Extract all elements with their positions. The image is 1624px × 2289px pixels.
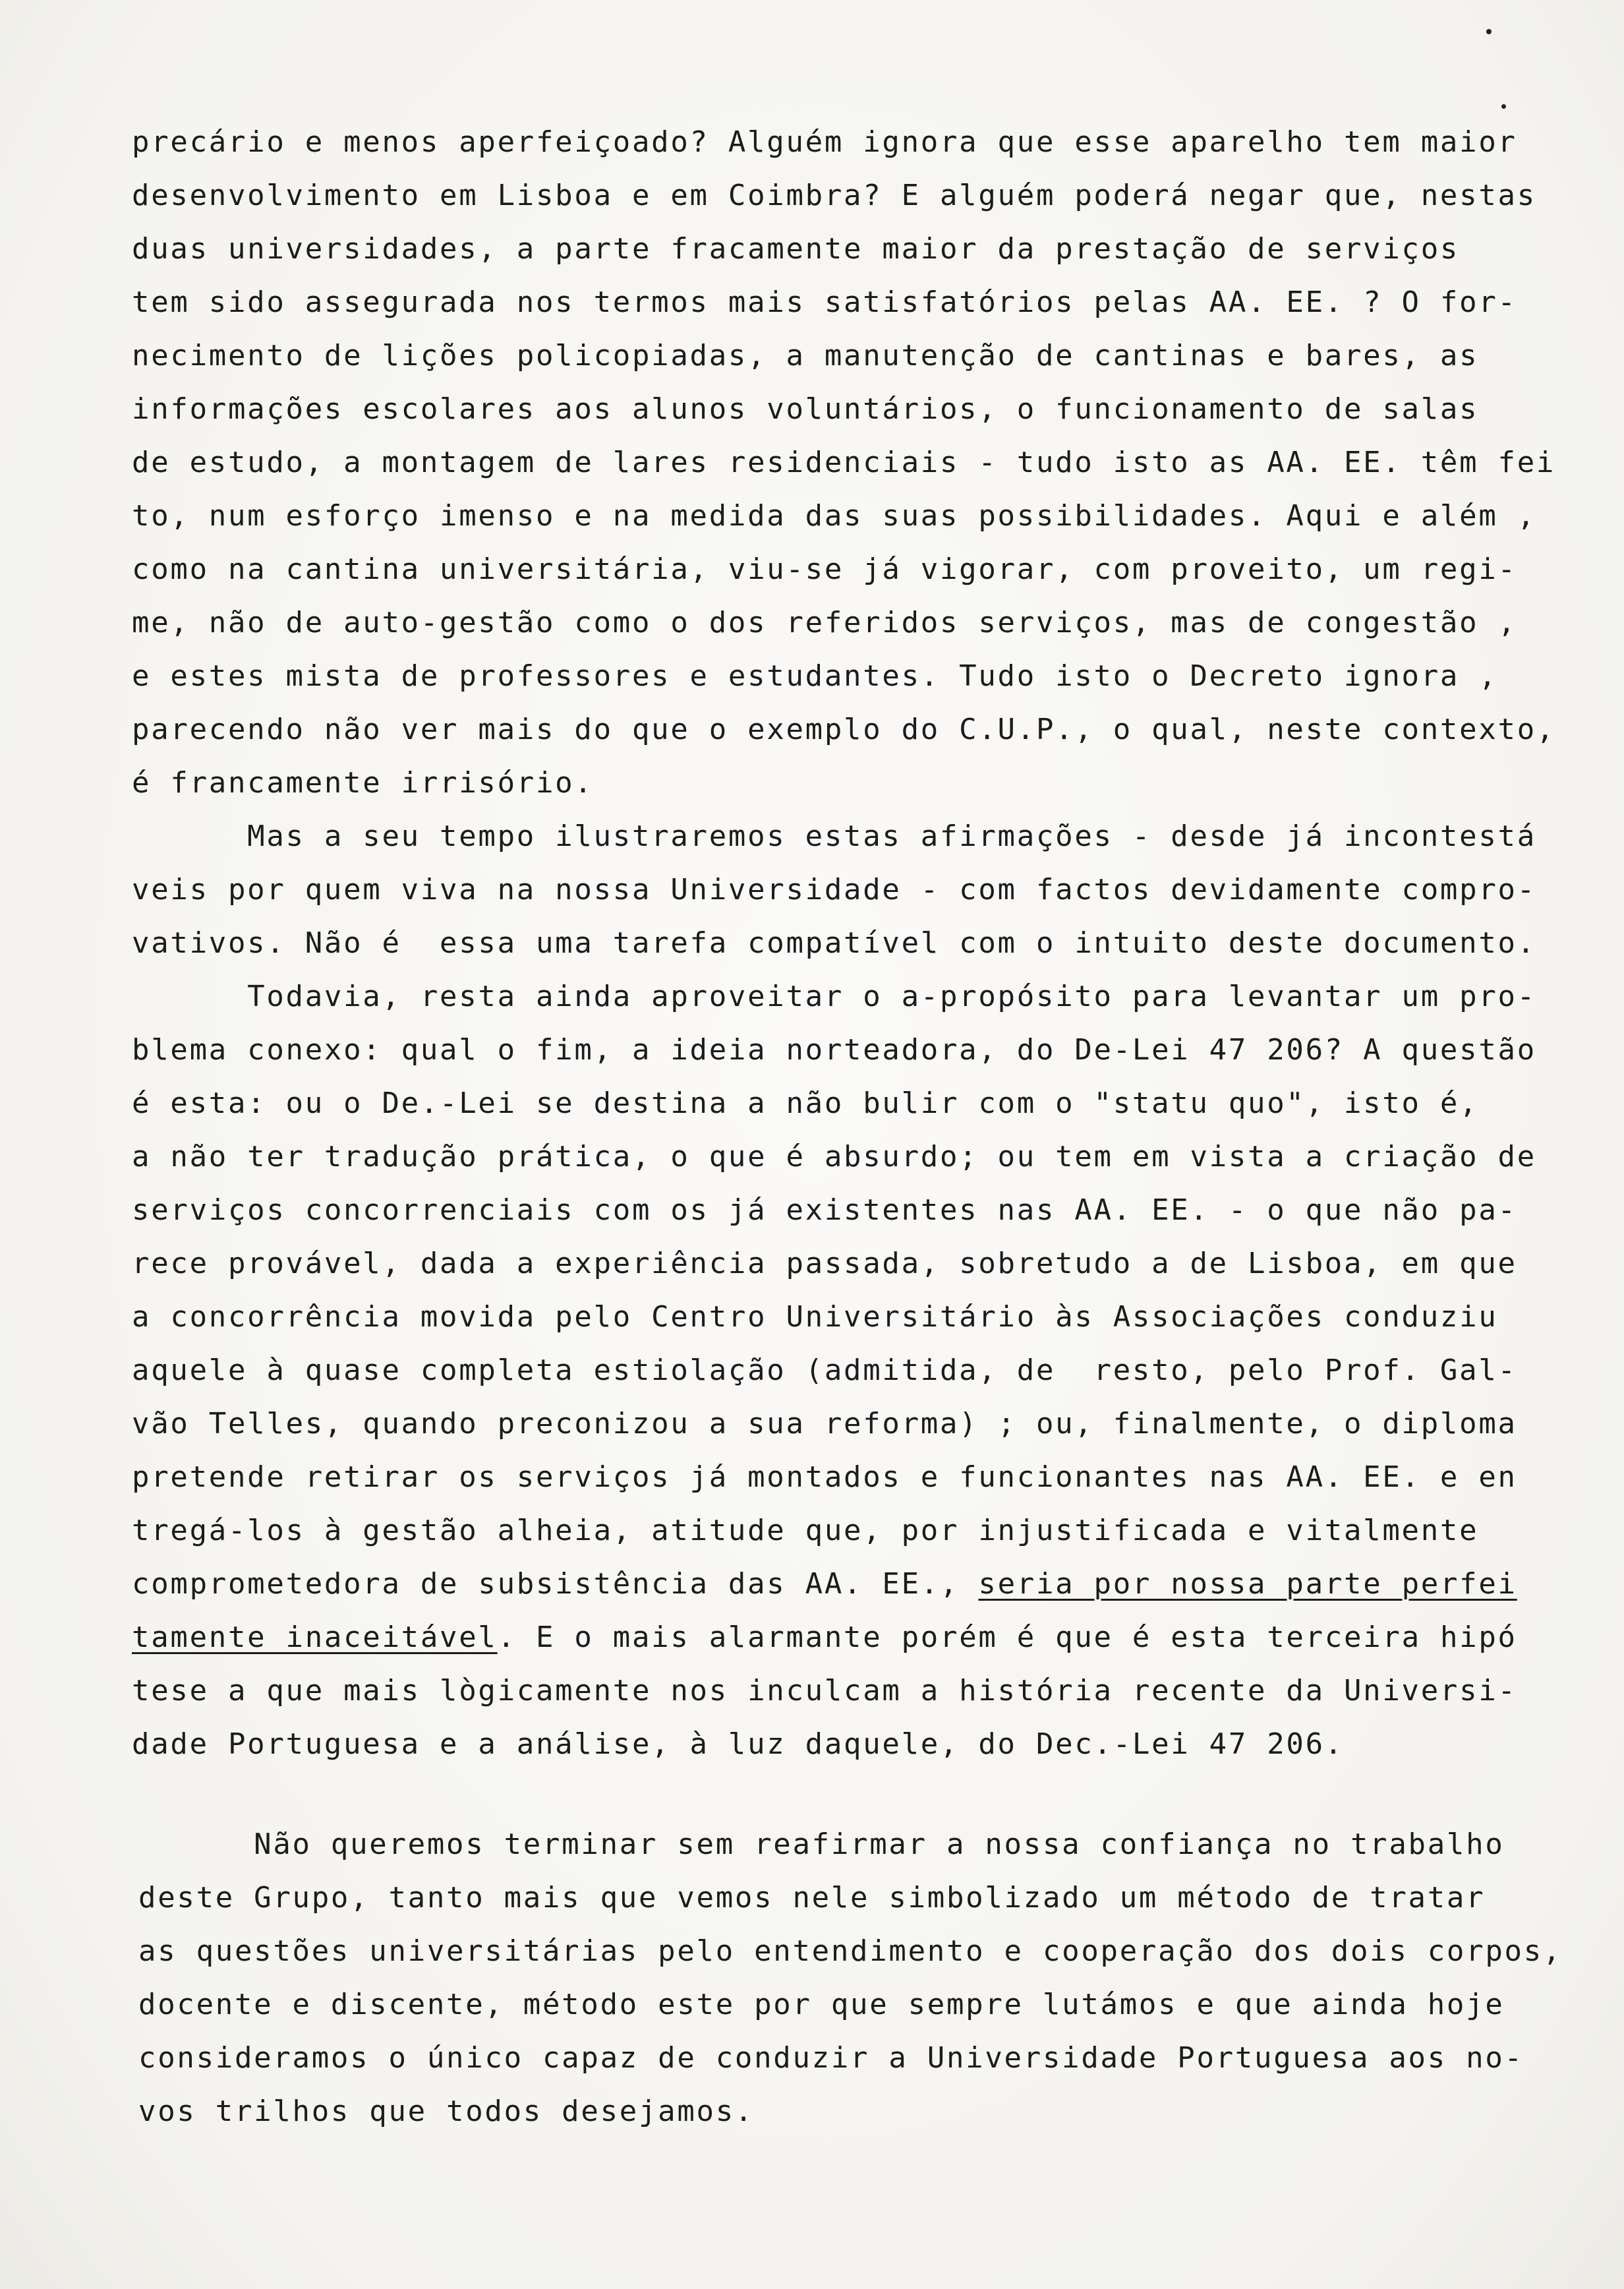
text-line: aquele à quase completa estiolação (admitida, de resto, pelo Prof. Gal-	[132, 1353, 1517, 1387]
text-line: docente e discente, método este por que sempre lutámos e que ainda hoje	[138, 1988, 1505, 2021]
text-line: Todavia, resta ainda aproveitar o a-propósito para levantar um pro-	[132, 980, 1536, 1013]
text-line: duas universidades, a parte fracamente maior da prestação de serviços	[132, 232, 1460, 266]
text-line: tregá-los à gestão alheia, atitude que, por injustificada e vitalmente	[132, 1514, 1479, 1547]
text-line: parecendo não ver mais do que o exemplo do C.U.P., o qual, neste contexto,	[132, 713, 1556, 746]
text-line: é esta: ou o De.-Lei se destina a não bulir com o "statu quo", isto é,	[132, 1086, 1479, 1120]
text-line: vos trilhos que todos desejamos.	[138, 2095, 755, 2128]
underlined-phrase: tamente inaceitável	[132, 1620, 498, 1654]
text-line: Mas a seu tempo ilustraremos estas afirmações - desde já incontestá	[132, 819, 1536, 853]
text-line: informações escolares aos alunos voluntários, o funcionamento de salas	[132, 392, 1479, 426]
text-fragment: comprometedora de subsistência das AA. EE.,	[132, 1567, 960, 1601]
text-line: é francamente irrisório.	[132, 766, 594, 800]
text-line: desenvolvimento em Lisboa e em Coimbra? E alguém poderá negar que, nestas	[132, 179, 1536, 212]
text-line: pretende retirar os serviços já montados e funcionantes nas AA. EE. e en	[132, 1460, 1517, 1494]
text-line: de estudo, a montagem de lares residenciais - tudo isto as AA. EE. têm fei	[132, 446, 1556, 479]
stray-dot-mark	[1486, 29, 1492, 34]
text-line: to, num esforço imenso e na medida das suas possibilidades. Aqui e além ,	[132, 499, 1536, 533]
underlined-phrase: seria por nossa parte perfei	[978, 1567, 1517, 1601]
stray-dot-mark	[1501, 104, 1506, 109]
text-line: a não ter tradução prática, o que é absurdo; ou tem em vista a criação de	[132, 1140, 1536, 1174]
text-line: precário e menos aperfeiçoado? Alguém ignora que esse aparelho tem maior	[132, 125, 1517, 159]
text-line: deste Grupo, tanto mais que vemos nele simbolizado um método de tratar	[138, 1881, 1486, 1915]
text-line: necimento de lições policopiadas, a manutenção de cantinas e bares, as	[132, 339, 1479, 372]
text-line: como na cantina universitária, viu-se já vigorar, com proveito, um regi-	[132, 552, 1517, 586]
text-line: serviços concorrenciais com os já existentes nas AA. EE. - o que não pa-	[132, 1193, 1517, 1227]
text-line: e estes mista de professores e estudantes. Tudo isto o Decreto ignora ,	[132, 659, 1498, 693]
text-line: vativos. Não é essa uma tarefa compatível com o intuito deste documento.	[132, 926, 1536, 960]
text-line: consideramos o único capaz de conduzir a Universidade Portuguesa aos no-	[138, 2041, 1524, 2075]
text-line: as questões universitárias pelo entendimento e cooperação dos dois corpos,	[138, 1934, 1563, 1968]
text-line: veis por quem viva na nossa Universidade - com factos devidamente compro-	[132, 873, 1536, 907]
text-line: me, não de auto-gestão como o dos referidos serviços, mas de congestão ,	[132, 606, 1517, 639]
text-line: rece provável, dada a experiência passada, sobretudo a de Lisboa, em que	[132, 1247, 1517, 1280]
text-line: dade Portuguesa e a análise, à luz daquele, do Dec.-Lei 47 206.	[132, 1727, 1344, 1761]
text-line: tese a que mais lògicamente nos inculcam a história recente da Universi-	[132, 1674, 1517, 1708]
text-line: vão Telles, quando preconizou a sua reforma) ; ou, finalmente, o diploma	[132, 1407, 1517, 1441]
text-line: a concorrência movida pelo Centro Universitário às Associações conduziu	[132, 1300, 1498, 1334]
text-fragment: . E o mais alarmante porém é que é esta terceira hipó	[497, 1620, 1517, 1654]
text-line: blema conexo: qual o fim, a ideia norteadora, do De-Lei 47 206? A questão	[132, 1033, 1536, 1067]
text-line	[132, 1567, 1517, 1601]
text-line: tem sido assegurada nos termos mais satisfatórios pelas AA. EE. ? O for-	[132, 285, 1517, 319]
text-line	[132, 1620, 1517, 1655]
text-line: Não queremos terminar sem reafirmar a nossa confiança no trabalho	[138, 1828, 1505, 1861]
